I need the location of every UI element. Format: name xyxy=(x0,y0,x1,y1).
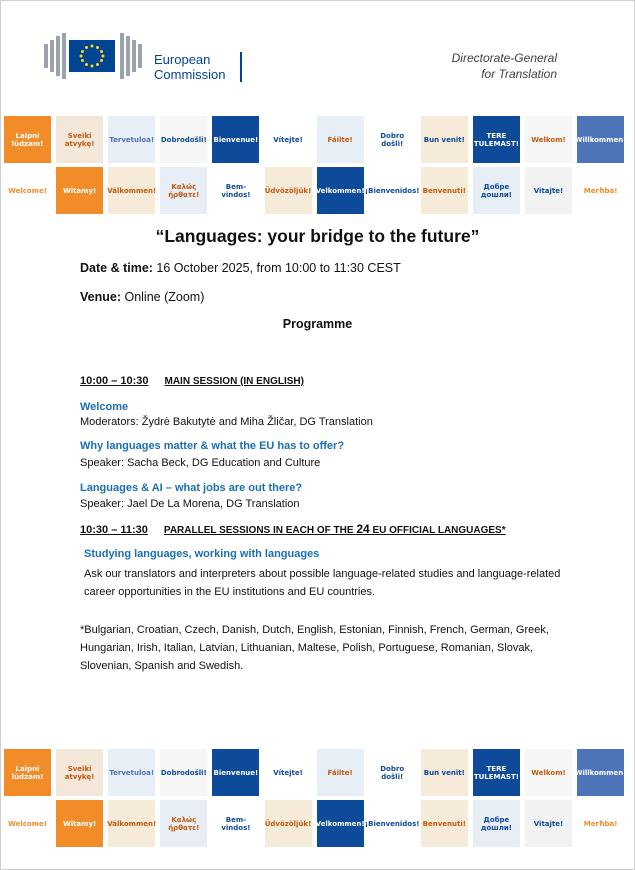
session-1-heading xyxy=(80,375,304,387)
welcome-tile-text: Welkom! xyxy=(531,768,566,777)
welcome-tile-text: Bun venit! xyxy=(423,135,465,144)
venue-value: Online (Zoom) xyxy=(121,290,205,304)
welcome-tile-text: Benvenuti! xyxy=(422,819,466,828)
welcome-tile xyxy=(525,749,572,796)
welcome-tile xyxy=(317,749,364,796)
welcome-tile xyxy=(525,167,572,214)
welcome-tile xyxy=(421,167,468,214)
welcome-tile-text: Dobrodošli! xyxy=(160,135,207,144)
welcome-tile-text: Witamy! xyxy=(62,186,97,195)
welcome-tile xyxy=(4,116,51,163)
welcome-tile-text: Welkom! xyxy=(531,135,566,144)
welcome-tile xyxy=(212,749,259,796)
welcome-tile-text: Bienvenue! xyxy=(213,135,259,144)
item-welcome-title: Welcome xyxy=(80,401,129,413)
welcome-tile-text: Добре дошли! xyxy=(480,182,512,199)
welcome-tile-text: ¡Bienvenidos! xyxy=(364,186,420,195)
welcome-tile-text: Bienvenue! xyxy=(213,768,259,777)
welcome-tile xyxy=(160,167,207,214)
languages-footnote: *Bulgarian, Croatian, Czech, Danish, Dutch, English, Estonian, Finnish, French, German, Greek, Hungarian, Irish, Italian, Latvian, Lithuanian, Maltese, Polish, Portuguese, Romanian, Slovak, Slovenian, Spanish and Swedish. xyxy=(80,624,549,672)
welcome-banner-top xyxy=(4,116,630,214)
welcome-tile-text: Merħba! xyxy=(583,819,618,828)
welcome-tile xyxy=(525,800,572,847)
ec-emblem-icon xyxy=(44,30,144,86)
welcome-tile-text: Willkommen! xyxy=(574,768,627,777)
welcome-tile-text: Welcome! xyxy=(8,186,47,195)
welcome-tile-text: Bem-vindos! xyxy=(221,182,251,199)
item-why-languages-title: Why languages matter & what the EU has to offer? xyxy=(80,440,345,452)
welcome-tile xyxy=(56,749,103,796)
item-ai-jobs-title: Languages & AI – what jobs are out there? xyxy=(80,482,303,494)
welcome-tile xyxy=(212,167,259,214)
date-time-label: Date & time: xyxy=(80,261,153,275)
welcome-tile xyxy=(212,800,259,847)
session-2-time: 10:30 – 11:30 xyxy=(80,524,148,536)
date-time-value: 16 October 2025, from 10:00 to 11:30 CEST xyxy=(152,261,401,275)
welcome-tile-text: Witamy! xyxy=(62,819,97,828)
welcome-tile xyxy=(473,116,520,163)
welcome-tile xyxy=(265,167,312,214)
session-2-title-pre: PARALLEL SESSIONS IN EACH OF THE xyxy=(163,525,357,536)
dg-line-1: Directorate-General xyxy=(451,51,557,65)
welcome-tile-text: Καλώς ήρθατε! xyxy=(168,182,200,199)
welcome-tile-text: Добре дошли! xyxy=(480,815,512,832)
directorate-general-label xyxy=(452,50,557,82)
welcome-tile xyxy=(574,116,627,163)
welcome-tile-text: Tervetuloa! xyxy=(109,768,155,777)
item-ai-jobs-text: Speaker: Jael De La Morena, DG Translation xyxy=(80,498,300,510)
welcome-tile xyxy=(108,800,155,847)
welcome-tile xyxy=(212,116,259,163)
welcome-tile-text: Vitajte! xyxy=(533,186,564,195)
welcome-tile xyxy=(369,116,416,163)
welcome-tile xyxy=(473,167,520,214)
welcome-tile xyxy=(56,116,103,163)
welcome-tile-text: Welcome! xyxy=(8,819,47,828)
date-time-line xyxy=(80,261,401,275)
welcome-tile xyxy=(56,800,103,847)
session-2-title-number: 24 xyxy=(356,522,370,536)
logo-divider xyxy=(240,52,242,82)
welcome-tile xyxy=(364,167,420,214)
welcome-tile-text: Vitajte! xyxy=(533,819,564,828)
welcome-tile-text: Fáilte! xyxy=(327,135,353,144)
welcome-tile xyxy=(108,749,155,796)
logo-line-commission: Commission xyxy=(154,67,226,82)
welcome-tile xyxy=(421,116,468,163)
welcome-tile xyxy=(265,749,312,796)
welcome-tile-text: Vítejte! xyxy=(273,768,303,777)
venue-line xyxy=(80,290,204,304)
welcome-tile xyxy=(577,167,624,214)
welcome-tile xyxy=(4,800,51,847)
welcome-tile-text: Καλώς ήρθατε! xyxy=(168,815,200,832)
event-title: “Languages: your bridge to the future” xyxy=(155,226,480,246)
item-why-languages-text: Speaker: Sacha Beck, DG Education and Culture xyxy=(80,457,321,469)
welcome-tile xyxy=(160,800,207,847)
welcome-tile-text: Bun venit! xyxy=(423,768,465,777)
session-1-title: MAIN SESSION (IN ENGLISH) xyxy=(164,376,304,387)
welcome-tile-text: ¡Bienvenidos! xyxy=(364,819,420,828)
welcome-tile-text: Üdvözöljük! xyxy=(264,186,312,195)
welcome-tile xyxy=(364,800,420,847)
welcome-tile xyxy=(317,800,364,847)
welcome-tile-text: Laipni lūdzam! xyxy=(11,764,44,781)
welcome-tile-text: TERE TULEMAST! xyxy=(473,764,519,781)
welcome-tile-text: Merħba! xyxy=(583,186,618,195)
welcome-tile xyxy=(108,167,155,214)
logo-text xyxy=(154,52,226,82)
welcome-tile-text: Benvenuti! xyxy=(422,186,466,195)
session-2-heading xyxy=(80,522,506,536)
welcome-tile xyxy=(317,167,364,214)
item-welcome-text: Moderators: Žydrė Bakutytė and Miha Žličar, DG Translation xyxy=(80,416,373,428)
welcome-tile xyxy=(473,800,520,847)
welcome-tile-text: Välkommen! xyxy=(107,819,157,828)
welcome-tile-text: Tervetuloa! xyxy=(109,135,155,144)
welcome-tile xyxy=(265,116,312,163)
welcome-tile xyxy=(369,749,416,796)
welcome-tile xyxy=(421,800,468,847)
welcome-tile xyxy=(473,749,520,796)
welcome-tile xyxy=(574,749,627,796)
welcome-tile-text: TERE TULEMAST! xyxy=(473,131,519,148)
welcome-tile-text: Velkommen! xyxy=(315,186,365,195)
welcome-tile xyxy=(56,167,103,214)
programme-heading: Programme xyxy=(282,317,353,331)
welcome-tile xyxy=(160,116,207,163)
welcome-tile xyxy=(317,116,364,163)
session-2-title xyxy=(163,522,506,536)
welcome-tile-text: Vítejte! xyxy=(273,135,303,144)
welcome-tile xyxy=(4,749,51,796)
welcome-tile-text: Fáilte! xyxy=(327,768,353,777)
welcome-tile-text: Välkommen! xyxy=(107,186,157,195)
welcome-banner-bottom xyxy=(4,749,630,847)
parallel-session-text: Ask our translators and interpreters about possible language-related studies and language-related career opportunities in the EU institutions and EU countries. xyxy=(84,568,561,598)
welcome-tile xyxy=(421,749,468,796)
european-commission-logo xyxy=(44,30,244,86)
welcome-tile-text: Sveiki atvykę! xyxy=(64,764,95,781)
welcome-tile-text: Üdvözöljük! xyxy=(264,819,312,828)
welcome-tile xyxy=(577,800,624,847)
logo-line-european: European xyxy=(154,52,211,67)
welcome-tile-text: Dobro došli! xyxy=(380,131,405,148)
welcome-tile xyxy=(108,116,155,163)
welcome-tile-text: Sveiki atvykę! xyxy=(64,131,95,148)
welcome-tile-text: Dobrodošli! xyxy=(160,768,207,777)
welcome-tile xyxy=(265,800,312,847)
venue-label: Venue: xyxy=(80,290,121,304)
welcome-tile-text: Bem-vindos! xyxy=(221,815,251,832)
session-2-title-post: EU OFFICIAL LANGUAGES* xyxy=(369,525,506,536)
welcome-tile xyxy=(160,749,207,796)
welcome-tile-text: Velkommen! xyxy=(315,819,365,828)
parallel-session-title: Studying languages, working with languages xyxy=(84,548,320,560)
dg-line-2: for Translation xyxy=(481,67,557,81)
session-1-time: 10:00 – 10:30 xyxy=(80,375,149,387)
welcome-tile-text: Laipni lūdzam! xyxy=(11,131,44,148)
welcome-tile xyxy=(525,116,572,163)
welcome-tile-text: Willkommen! xyxy=(574,135,627,144)
welcome-tile-text: Dobro došli! xyxy=(380,764,405,781)
welcome-tile xyxy=(4,167,51,214)
